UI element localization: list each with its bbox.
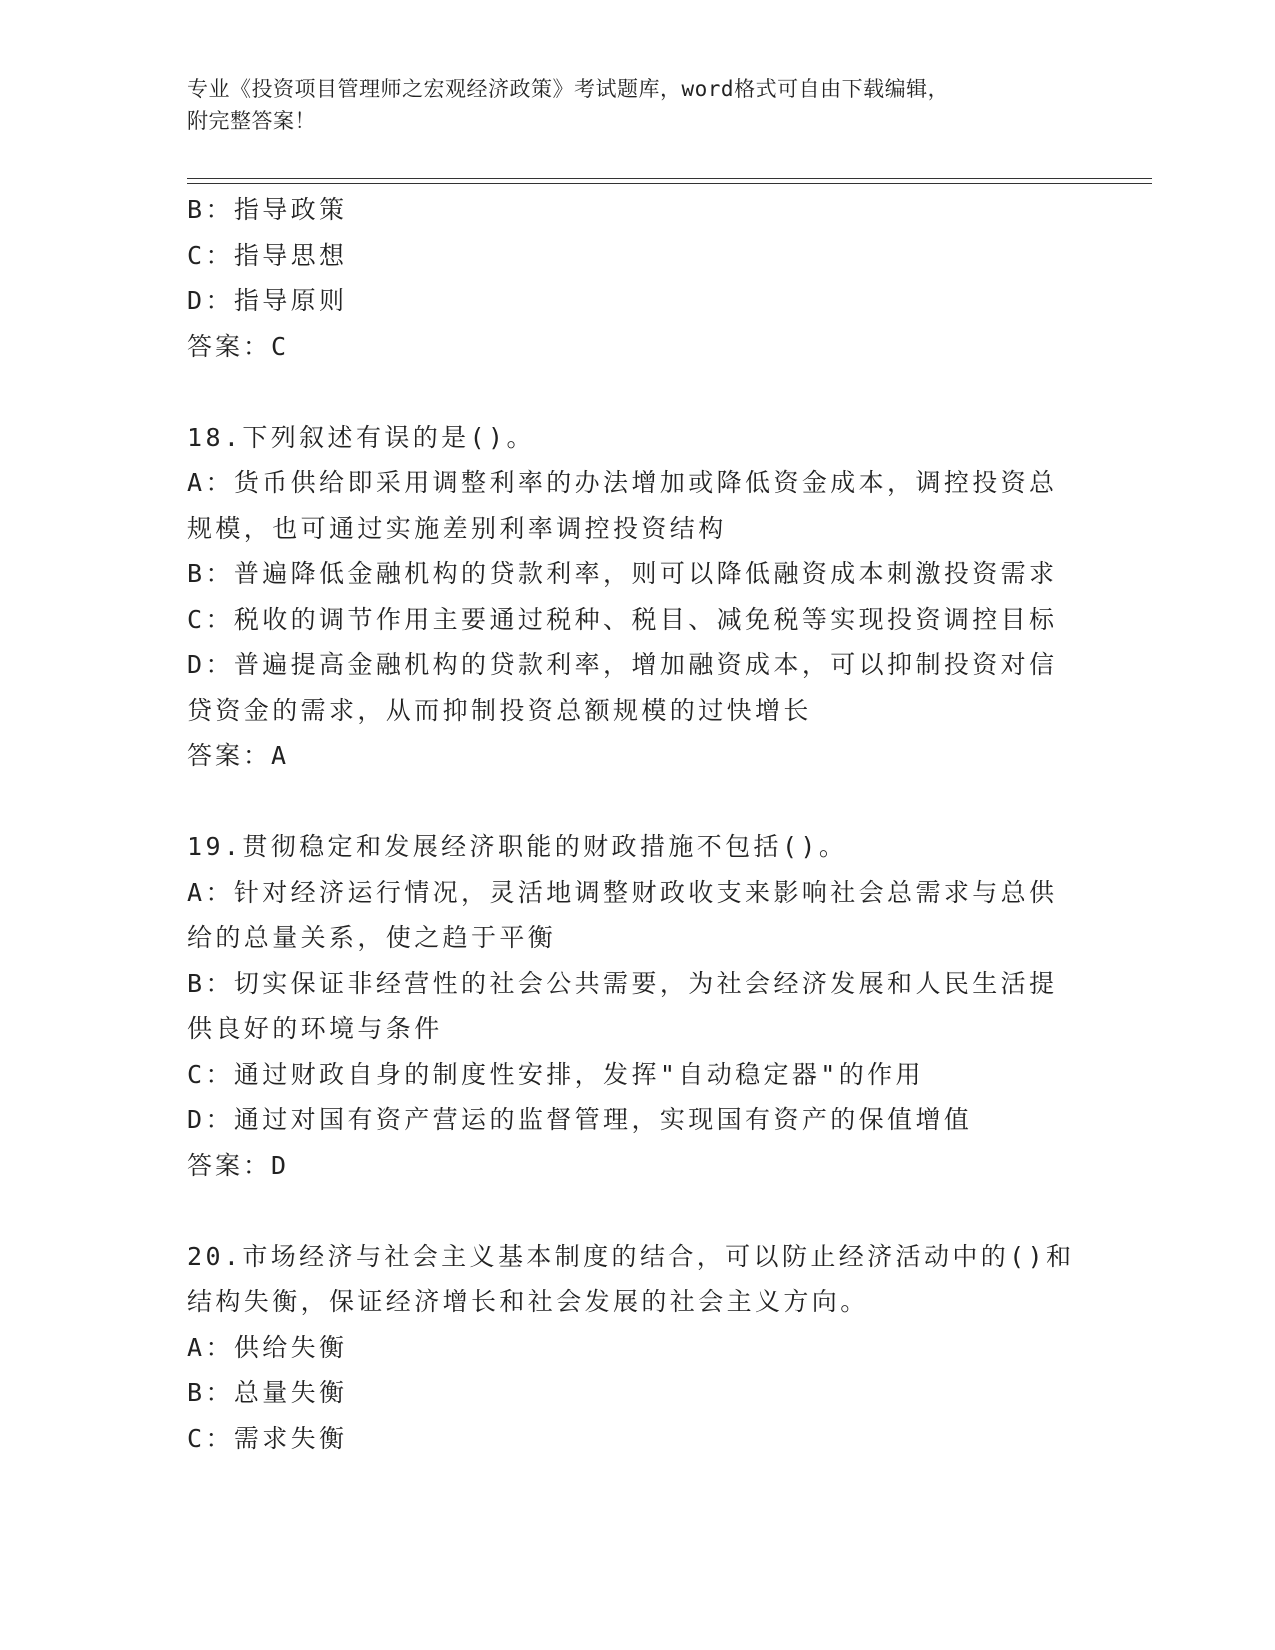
header-line-1: 专业《投资项目管理师之宏观经济政策》考试题库，word格式可自由下载编辑， [187, 77, 950, 101]
option-c: C：需求失衡 [187, 1423, 348, 1453]
question-spacer [187, 779, 1087, 825]
question-stem-line-1: 20.市场经济与社会主义基本制度的结合，可以防止经济活动中的()和 [187, 1241, 1075, 1271]
answer-line: 答案：D [187, 1150, 290, 1180]
question-list [187, 187, 1087, 1461]
option-a-line-1: A：针对经济运行情况，灵活地调整财政收支来影响社会总需求与总供 [187, 877, 1058, 907]
option-b-line-2: 供良好的环境与条件 [187, 1014, 443, 1043]
option-d-line-1: D：普遍提高金融机构的贷款利率，增加融资成本，可以抑制投资对信 [187, 650, 1058, 679]
option-a-line-2: 给的总量关系，使之趋于平衡 [187, 923, 557, 952]
answer-line: 答案：C [187, 331, 290, 361]
option-d-line-2: 贷资金的需求，从而抑制投资总额规模的过快增长 [187, 695, 812, 725]
question-stem: 18.下列叙述有误的是()。 [187, 422, 535, 452]
question-19 [187, 824, 1087, 1188]
question-20 [187, 1234, 1087, 1462]
option-c: C：通过财政自身的制度性安排，发挥"自动稳定器"的作用 [187, 1059, 924, 1089]
question-17-fragment [187, 187, 1087, 369]
option-a-line-2: 规模，也可通过实施差别利率调控投资结构 [187, 513, 727, 543]
header-line-2: 附完整答案！ [187, 109, 316, 133]
option-b-line-1: B：切实保证非经营性的社会公共需要，为社会经济发展和人民生活提 [187, 968, 1058, 998]
header-divider-top [187, 178, 1152, 179]
option-d: D：通过对国有资产营运的监督管理，实现国有资产的保值增值 [187, 1105, 973, 1134]
option-d: D：指导原则 [187, 286, 348, 315]
option-b: B：总量失衡 [187, 1378, 348, 1407]
option-c: C：指导思想 [187, 240, 348, 270]
header-divider-bottom [187, 183, 1152, 184]
document-header [187, 73, 1087, 137]
question-spacer [187, 1188, 1087, 1234]
option-a: A：供给失衡 [187, 1332, 348, 1362]
option-b: B：指导政策 [187, 195, 348, 224]
option-b: B：普遍降低金融机构的贷款利率，则可以降低融资成本刺激投资需求 [187, 559, 1058, 588]
question-18 [187, 415, 1087, 779]
question-spacer [187, 369, 1087, 415]
answer-line: 答案：A [187, 741, 290, 770]
option-c: C：税收的调节作用主要通过税种、税目、减免税等实现投资调控目标 [187, 604, 1058, 634]
question-stem: 19.贯彻稳定和发展经济职能的财政措施不包括()。 [187, 832, 848, 861]
option-a-line-1: A：货币供给即采用调整利率的办法增加或降低资金成本，调控投资总 [187, 468, 1058, 497]
question-stem-line-2: 结构失衡，保证经济增长和社会发展的社会主义方向。 [187, 1287, 869, 1316]
